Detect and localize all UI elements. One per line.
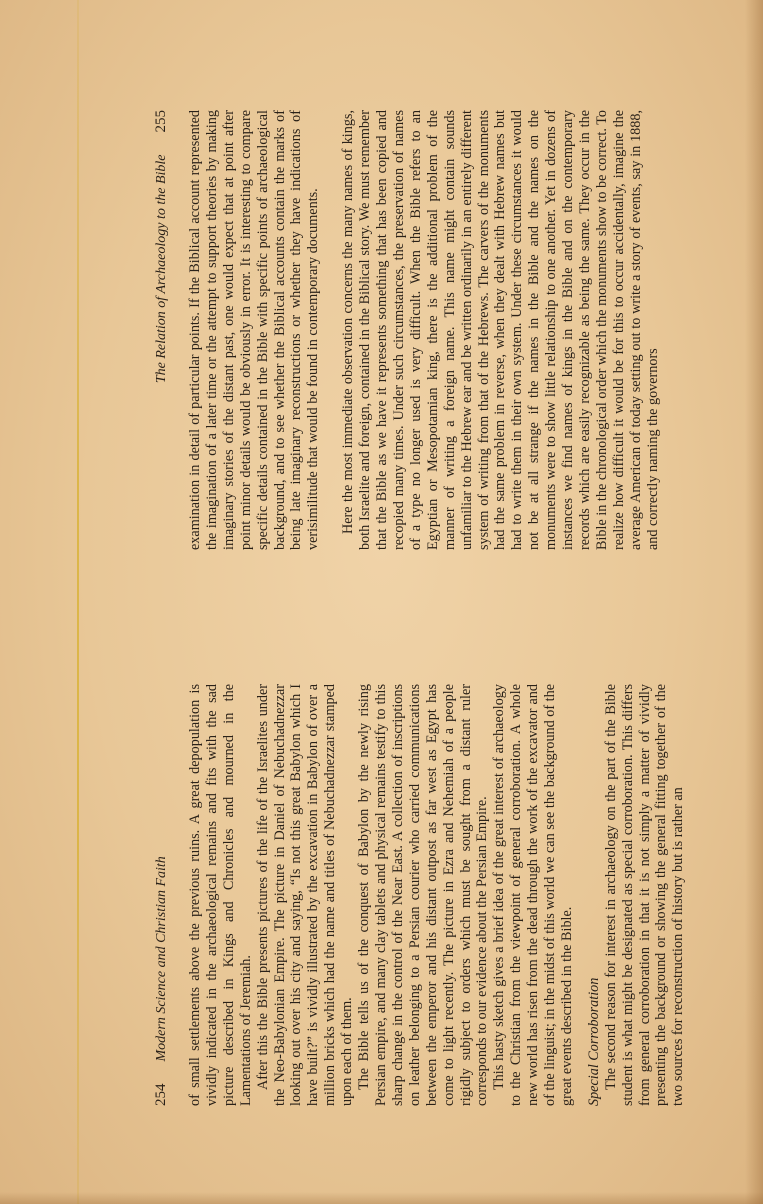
paragraph: of small settlements above the previous ruins. A great depopulation is vividly indicated in the archaeological remains and fits with the sad picture described in Kings and Chronicles and mourned in the Lamentations of Jeremiah. (187, 684, 254, 1106)
section-heading: Special Corroboration (585, 977, 602, 1106)
page-header (153, 684, 173, 1106)
paragraph: examination in detail of particular points. If the Biblical account represented the imagination of a later time or the attempt to support theories by making imaginary stories of the distant past, one would expect that at point after point minor details would be obviously in error. It is interesting to compare specific details contained in the Bible with specific points of archaeological background, and to see whether the Biblical accounts contain the marks of being late imaginary reconstructions or whether they have indications of verisimilitude that would be found in contemporary documents. (187, 110, 322, 550)
page-number: 255 (153, 110, 169, 133)
paragraph: Here the most immediate observation concerns the many names of kings, both Israelite and foreign, contained in the Biblical story. We must remember that the Bible as we have it represents something that has been copied and recopied many times. Under such circumstances, the preservation of names of a type no longer used is very difficult. When the Bible refers to an Egyptian or Mesopotamian king, there is the additional problem of the manner of writing a foreign name. This name might contain sounds unfamiliar to the Hebrew ear and be written ordinarily in an entirely different system of writing from that of the Hebrews. The carvers of the monuments had the same problem in reverse, when they dealt with Hebrew names but had to write them in their own system. Under these circumstances it would not be at all strange if the names in the Bible and the names on the monuments were to show little relationship to one another. Yet in dozens of instances we find names of kings in the Bible and on the contemporary records which are easily recognizable as being the same. They occur in the Bible in the chronological order which the monuments show to be correct. To realize how difficult it would be for this to occur accidentally, imagine the average American of today setting out to write a story of events, say in 1888, and correctly naming the governors (340, 110, 661, 550)
paragraph: The second reason for interest in archaeology on the part of the Bible student is what might be designated as special corroboration. This differs from general corroboration in that it is not simply a matter of vividly presenting the background or showing the general fitting together of the two sources for reconstruction of history but is rather an (602, 684, 687, 1106)
paragraph: After this the Bible presents pictures of the life of the Israelites under the Neo-Babylonian Empire. The picture in Daniel of Nebuchadnezzar looking out over his city and saying, “Is not this great Babylon which I have built?” is vividly illustrated by the excavation in Babylon of over a million bricks which had the name and titles of Nebuchadnezzar stamped upon each of them. (254, 684, 356, 1106)
running-title: The Relation of Archaeology to the Bible (154, 154, 169, 384)
running-title: Modern Science and Christian Faith (154, 856, 169, 1062)
page-255 (153, 110, 661, 550)
page-header (153, 110, 173, 550)
page-254 (153, 684, 687, 1106)
page-number: 254 (153, 1083, 169, 1106)
page-edge-shadow (745, 0, 763, 1204)
fold-line (77, 0, 79, 1204)
paragraph: This hasty sketch gives a brief idea of the great interest of archaeology to the Christian from the viewpoint of general corroboration. A whole new world has risen from the dead through the work of the excavator and of the linguist; in the midst of this world we can see the background of the great events described in the Bible. (491, 684, 575, 1106)
paragraph: The Bible tells us of the conquest of Babylon by the newly rising Persian empire, and many clay tablets and physical remains testify to this sharp change in the control of the Near East. A collection of inscriptions on leather belonging to a Persian courier who carried communications between the emperor and his distant outpost as far west as Egypt has come to light recently. The picture in Ezra and Nehemiah of a people rigidly subject to orders which must be sought from a distant ruler corresponds to our evidence about the Persian Empire. (356, 684, 491, 1106)
page-bottom-shadow (0, 1192, 763, 1204)
